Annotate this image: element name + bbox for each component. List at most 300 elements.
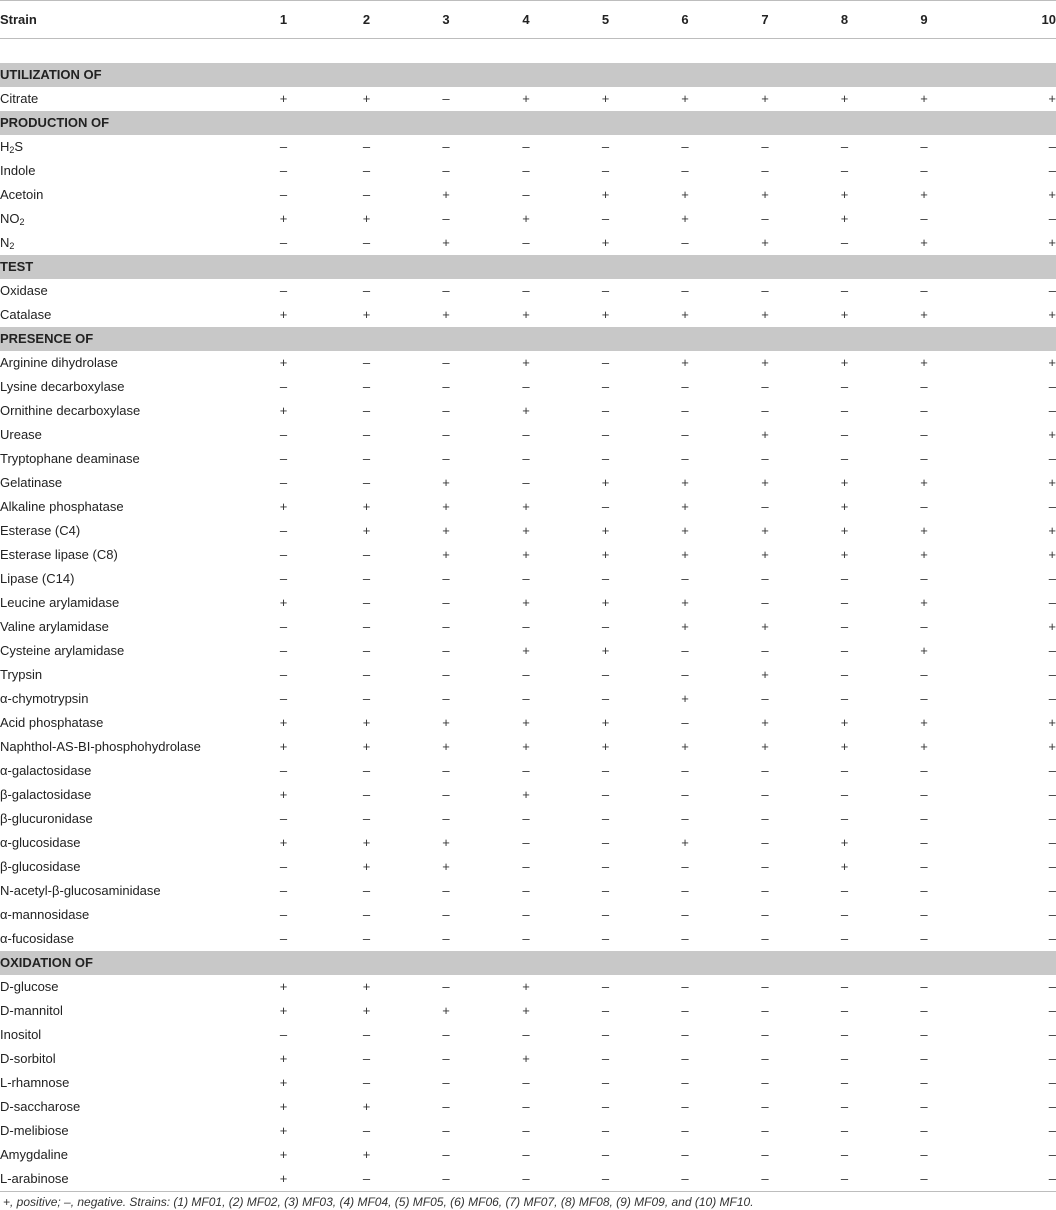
negative-result: – — [601, 619, 610, 634]
negative-result: – — [920, 883, 928, 898]
row-label-text: Citrate — [0, 91, 39, 106]
negative-result: – — [522, 931, 530, 946]
positive-result: + — [279, 835, 288, 850]
negative-result: – — [442, 595, 450, 610]
row-label — [0, 399, 240, 423]
row-label — [0, 759, 240, 783]
positive-result: + — [840, 211, 849, 226]
positive-result: + — [522, 1051, 530, 1066]
negative-result: – — [681, 451, 689, 466]
negative-result: – — [761, 379, 769, 394]
row-label — [0, 639, 240, 663]
row-label-text: D-sorbitol — [0, 1051, 56, 1066]
negative-result: – — [362, 595, 371, 610]
section-header-row — [0, 327, 1056, 351]
table-row — [0, 1167, 1056, 1192]
negative-result: – — [601, 283, 610, 298]
positive-result: + — [840, 187, 849, 202]
positive-result: + — [840, 523, 849, 538]
positive-result: + — [681, 547, 689, 562]
strain-column-header: 8 — [805, 1, 884, 39]
row-label — [0, 1119, 240, 1143]
positive-result: + — [279, 499, 288, 514]
negative-result: – — [522, 475, 530, 490]
negative-result: – — [362, 547, 371, 562]
negative-result: – — [601, 163, 610, 178]
negative-result: – — [601, 499, 610, 514]
negative-result: – — [1048, 1027, 1056, 1042]
negative-result: – — [1048, 907, 1056, 922]
positive-result: + — [442, 307, 450, 322]
negative-result: – — [601, 355, 610, 370]
strain-column-header: 9 — [884, 1, 964, 39]
row-label — [0, 183, 240, 207]
negative-result: – — [442, 1075, 450, 1090]
row-label — [0, 1047, 240, 1071]
table-row — [0, 159, 1056, 183]
row-label — [0, 831, 240, 855]
negative-result: – — [442, 91, 450, 106]
positive-result: + — [362, 715, 371, 730]
row-label-text: D-saccharose — [0, 1099, 81, 1114]
negative-result: – — [362, 235, 371, 250]
positive-result: + — [1048, 427, 1056, 442]
row-label — [0, 207, 240, 231]
negative-result: – — [362, 811, 371, 826]
positive-result: + — [681, 475, 689, 490]
positive-result: + — [279, 739, 288, 754]
positive-result: + — [442, 859, 450, 874]
table-row — [0, 855, 1056, 879]
row-label-subscript: 2 — [19, 217, 25, 227]
positive-result: + — [279, 1075, 288, 1090]
row-label — [0, 375, 240, 399]
row-label-text: Trypsin — [0, 667, 43, 682]
table-row — [0, 1095, 1056, 1119]
negative-result: – — [920, 763, 928, 778]
negative-result: – — [279, 379, 288, 394]
row-label-subscript: 2 — [9, 241, 15, 251]
negative-result: – — [840, 1075, 849, 1090]
negative-result: – — [522, 1099, 530, 1114]
negative-result: – — [1048, 499, 1056, 514]
section-title: UTILIZATION OF — [0, 63, 1056, 87]
negative-result: – — [681, 1075, 689, 1090]
positive-result: + — [522, 787, 530, 802]
row-label-text: N-acetyl-β-glucosaminidase — [0, 883, 161, 898]
negative-result: – — [442, 1123, 450, 1138]
negative-result: – — [840, 931, 849, 946]
negative-result: – — [761, 1075, 769, 1090]
table-row — [0, 519, 1056, 543]
negative-result: – — [761, 859, 769, 874]
positive-result: + — [681, 691, 689, 706]
negative-result: – — [840, 379, 849, 394]
table-row — [0, 375, 1056, 399]
negative-result: – — [681, 715, 689, 730]
negative-result: – — [1048, 1099, 1056, 1114]
positive-result: + — [761, 619, 769, 634]
section-header-row — [0, 63, 1056, 87]
negative-result: – — [964, 1167, 1056, 1192]
negative-result: – — [522, 883, 530, 898]
negative-result: – — [362, 907, 371, 922]
negative-result: – — [442, 139, 450, 154]
negative-result: – — [601, 667, 610, 682]
negative-result: – — [1048, 787, 1056, 802]
negative-result: – — [1048, 811, 1056, 826]
negative-result: – — [362, 427, 371, 442]
negative-result: – — [920, 931, 928, 946]
row-label — [0, 807, 240, 831]
positive-result: + — [761, 475, 769, 490]
negative-result: – — [761, 499, 769, 514]
negative-result: – — [601, 451, 610, 466]
table-row — [0, 975, 1056, 999]
positive-result: + — [681, 91, 689, 106]
positive-result: + — [920, 475, 928, 490]
negative-result: – — [522, 907, 530, 922]
row-label-text: Tryptophane deaminase — [0, 451, 140, 466]
negative-result: – — [840, 595, 849, 610]
negative-result: – — [1048, 211, 1056, 226]
negative-result: – — [522, 763, 530, 778]
table-row — [0, 471, 1056, 495]
positive-result: + — [920, 187, 928, 202]
row-label — [0, 351, 240, 375]
table-row — [0, 1047, 1056, 1071]
positive-result: + — [761, 355, 769, 370]
positive-result: + — [681, 499, 689, 514]
negative-result: – — [920, 283, 928, 298]
row-label — [0, 231, 240, 255]
row-label-text: Valine arylamidase — [0, 619, 109, 634]
negative-result: – — [601, 979, 610, 994]
negative-result: – — [601, 1099, 610, 1114]
positive-result: + — [279, 979, 288, 994]
negative-result: – — [1048, 643, 1056, 658]
strain-column-header: 4 — [486, 1, 566, 39]
positive-result: + — [681, 307, 689, 322]
positive-result: + — [522, 307, 530, 322]
negative-result: – — [840, 571, 849, 586]
table-row — [0, 879, 1056, 903]
negative-result: – — [362, 1123, 371, 1138]
positive-result: + — [761, 187, 769, 202]
negative-result: – — [442, 1099, 450, 1114]
positive-result: + — [1048, 307, 1056, 322]
negative-result: – — [601, 883, 610, 898]
negative-result: – — [279, 1027, 288, 1042]
negative-result: – — [362, 643, 371, 658]
negative-result: – — [1048, 595, 1056, 610]
negative-result: – — [761, 403, 769, 418]
positive-result: + — [442, 475, 450, 490]
negative-result: – — [362, 763, 371, 778]
negative-result: – — [920, 499, 928, 514]
negative-result: – — [920, 211, 928, 226]
negative-result: – — [522, 1075, 530, 1090]
row-label — [0, 927, 240, 951]
row-label-text: α-galactosidase — [0, 763, 92, 778]
positive-result: + — [761, 739, 769, 754]
negative-result: – — [761, 835, 769, 850]
negative-result: – — [362, 1051, 371, 1066]
table-row — [0, 207, 1056, 231]
negative-result: – — [442, 787, 450, 802]
negative-result: – — [601, 811, 610, 826]
negative-result: – — [601, 907, 610, 922]
table-row — [0, 423, 1056, 447]
negative-result: – — [1048, 451, 1056, 466]
positive-result: + — [362, 835, 371, 850]
positive-result: + — [522, 403, 530, 418]
section-header-row — [0, 255, 1056, 279]
positive-result: + — [920, 307, 928, 322]
positive-result: + — [279, 1123, 288, 1138]
negative-result: – — [761, 571, 769, 586]
negative-result: – — [522, 1147, 530, 1162]
negative-result: – — [681, 163, 689, 178]
positive-result: + — [681, 355, 689, 370]
positive-result: + — [601, 643, 610, 658]
negative-result: – — [442, 571, 450, 586]
negative-result: – — [761, 1051, 769, 1066]
positive-result: + — [601, 523, 610, 538]
negative-result: – — [362, 883, 371, 898]
negative-result: – — [601, 1027, 610, 1042]
positive-result: + — [442, 1003, 450, 1018]
negative-result: – — [681, 643, 689, 658]
negative-result: – — [920, 571, 928, 586]
negative-result: – — [522, 187, 530, 202]
negative-result: – — [279, 187, 288, 202]
negative-result: – — [681, 1099, 689, 1114]
negative-result: – — [920, 1075, 928, 1090]
table-row — [0, 279, 1056, 303]
row-label-text: Inositol — [0, 1027, 42, 1042]
positive-result: + — [442, 499, 450, 514]
row-label — [0, 879, 240, 903]
negative-result: – — [601, 1003, 610, 1018]
negative-result: – — [362, 187, 371, 202]
negative-result: – — [522, 691, 530, 706]
row-label — [0, 567, 240, 591]
table-row — [0, 1143, 1056, 1167]
negative-result: – — [442, 619, 450, 634]
row-label-text: N — [0, 235, 10, 250]
positive-result: + — [1048, 547, 1056, 562]
negative-result: – — [840, 691, 849, 706]
negative-result: – — [681, 379, 689, 394]
row-label-text: Acid phosphatase — [0, 715, 104, 730]
negative-result: – — [442, 211, 450, 226]
negative-result: – — [522, 811, 530, 826]
negative-result: – — [681, 811, 689, 826]
negative-result: – — [761, 211, 769, 226]
positive-result: + — [681, 835, 689, 850]
table-row — [0, 135, 1056, 159]
negative-result: – — [601, 691, 610, 706]
positive-result: + — [362, 91, 371, 106]
table-row — [0, 927, 1056, 951]
negative-result: – — [681, 907, 689, 922]
row-label-text: α-mannosidase — [0, 907, 90, 922]
negative-result: – — [840, 1027, 849, 1042]
row-label — [0, 711, 240, 735]
negative-result: – — [601, 1075, 610, 1090]
positive-result: + — [522, 1003, 530, 1018]
row-label-text: Naphthol-AS-BI-phosphohydrolase — [0, 739, 201, 754]
row-label-text: Alkaline phosphatase — [0, 499, 124, 514]
negative-result: – — [279, 139, 288, 154]
table-row — [0, 1119, 1056, 1143]
positive-result: + — [840, 307, 849, 322]
negative-result: – — [522, 451, 530, 466]
positive-result: + — [362, 1003, 371, 1018]
negative-result: – — [920, 835, 928, 850]
negative-result: – — [761, 1147, 769, 1162]
positive-result: + — [442, 835, 450, 850]
negative-result: – — [681, 283, 689, 298]
positive-result: + — [840, 859, 849, 874]
positive-result: + — [761, 427, 769, 442]
negative-result: – — [442, 763, 450, 778]
positive-result: + — [279, 355, 288, 370]
negative-result: – — [761, 883, 769, 898]
negative-result: – — [761, 763, 769, 778]
negative-result: – — [1048, 1075, 1056, 1090]
positive-result: + — [761, 307, 769, 322]
positive-result: + — [1048, 523, 1056, 538]
positive-result: + — [522, 91, 530, 106]
negative-result: – — [681, 235, 689, 250]
negative-result: – — [442, 691, 450, 706]
negative-result: – — [362, 355, 371, 370]
row-label-text: Cysteine arylamidase — [0, 643, 125, 658]
table-row — [0, 903, 1056, 927]
negative-result: – — [761, 163, 769, 178]
negative-result: – — [681, 667, 689, 682]
row-label-text: Oxidase — [0, 283, 48, 298]
positive-result: + — [761, 91, 769, 106]
negative-result: – — [1048, 1051, 1056, 1066]
positive-result: + — [279, 715, 288, 730]
negative-result: – — [1048, 379, 1056, 394]
row-label — [0, 87, 240, 111]
positive-result: + — [522, 547, 530, 562]
negative-result: – — [279, 883, 288, 898]
table-row — [0, 615, 1056, 639]
positive-result: + — [681, 739, 689, 754]
negative-result: – — [362, 571, 371, 586]
negative-result: – — [522, 427, 530, 442]
negative-result: – — [761, 1123, 769, 1138]
row-label-subscript: 2 — [9, 145, 15, 155]
positive-result: + — [761, 547, 769, 562]
negative-result: – — [920, 451, 928, 466]
negative-result: – — [884, 1167, 964, 1192]
negative-result: – — [601, 139, 610, 154]
table-row — [0, 87, 1056, 111]
negative-result: – — [601, 1123, 610, 1138]
positive-result: + — [920, 595, 928, 610]
section-title: TEST — [0, 255, 1056, 279]
negative-result: – — [279, 667, 288, 682]
table-row — [0, 687, 1056, 711]
section-header-row — [0, 111, 1056, 135]
positive-result: + — [920, 235, 928, 250]
negative-result: – — [442, 1147, 450, 1162]
row-label-text: Arginine dihydrolase — [0, 355, 118, 370]
positive-result: + — [279, 211, 288, 226]
row-label-text: Esterase lipase (C8) — [0, 547, 118, 562]
positive-result: + — [920, 523, 928, 538]
row-label — [0, 279, 240, 303]
negative-result: – — [920, 1003, 928, 1018]
negative-result: – — [1048, 1123, 1056, 1138]
positive-result: + — [761, 715, 769, 730]
negative-result: – — [279, 811, 288, 826]
negative-result: – — [601, 1051, 610, 1066]
negative-result: – — [840, 811, 849, 826]
negative-result: – — [761, 787, 769, 802]
row-label — [0, 1143, 240, 1167]
row-label — [0, 543, 240, 567]
negative-result: – — [840, 235, 849, 250]
negative-result: – — [522, 619, 530, 634]
row-label-text: H — [0, 139, 10, 154]
negative-result: – — [840, 907, 849, 922]
negative-result: – — [840, 163, 849, 178]
table-row — [0, 807, 1056, 831]
table-row — [0, 567, 1056, 591]
positive-result: + — [442, 547, 450, 562]
negative-result: – — [920, 979, 928, 994]
negative-result: – — [442, 379, 450, 394]
negative-result: – — [442, 283, 450, 298]
table-row — [0, 183, 1056, 207]
row-label-text: Lysine decarboxylase — [0, 379, 125, 394]
negative-result: – — [442, 979, 450, 994]
row-label-text: L-arabinose — [0, 1171, 69, 1186]
negative-result: – — [522, 139, 530, 154]
negative-result: – — [362, 1075, 371, 1090]
negative-result: – — [362, 379, 371, 394]
negative-result: – — [1048, 403, 1056, 418]
negative-result: – — [362, 163, 371, 178]
negative-result: – — [442, 907, 450, 922]
table-body — [0, 39, 1056, 1192]
positive-result: + — [522, 739, 530, 754]
row-label-text: Catalase — [0, 307, 52, 322]
positive-result: + — [920, 715, 928, 730]
strain-column-header: 1 — [240, 1, 327, 39]
negative-result: – — [920, 667, 928, 682]
negative-result: – — [840, 619, 849, 634]
row-label — [0, 159, 240, 183]
positive-result: + — [279, 1147, 288, 1162]
negative-result: – — [761, 1027, 769, 1042]
negative-result: – — [362, 403, 371, 418]
strain-column-header: 10 — [964, 1, 1056, 39]
row-label-text: NO — [0, 211, 20, 226]
row-label — [0, 471, 240, 495]
positive-result: + — [362, 859, 371, 874]
row-label — [0, 1071, 240, 1095]
negative-result: – — [442, 163, 450, 178]
negative-result: – — [920, 691, 928, 706]
